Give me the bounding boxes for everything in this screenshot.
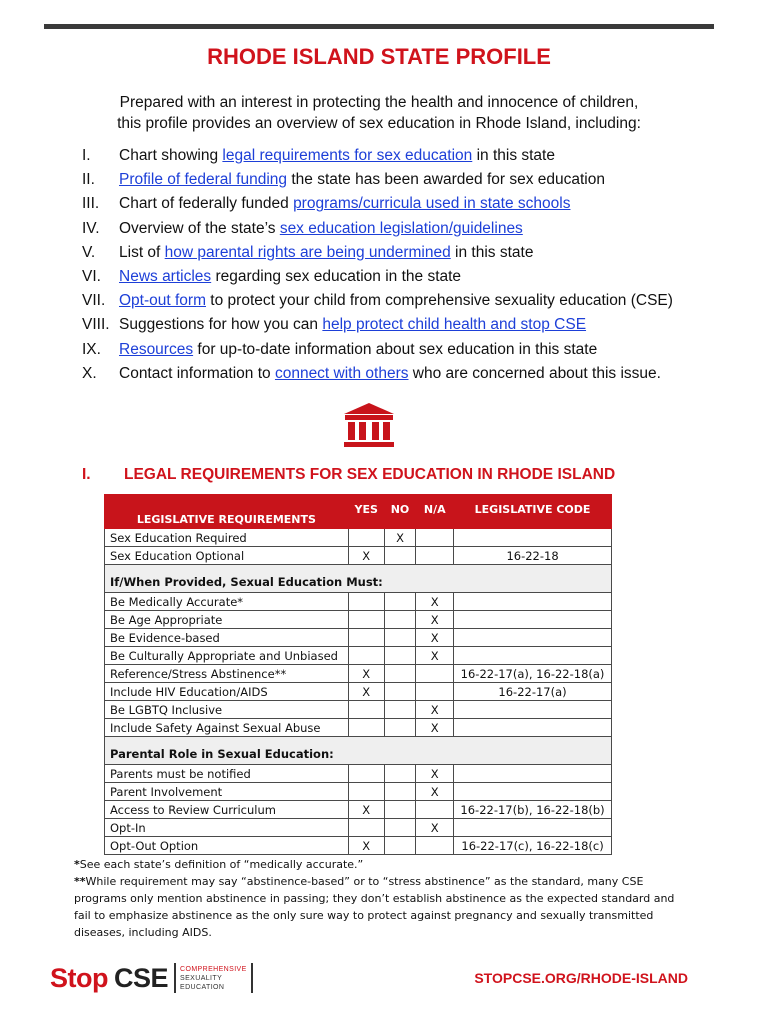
code-cell: 16-22-17(b), 16-22-18(b) — [454, 801, 612, 819]
yes-cell — [348, 611, 384, 629]
yes-cell — [348, 783, 384, 801]
requirement-cell: Access to Review Curriculum — [105, 801, 349, 819]
yes-cell: X — [348, 801, 384, 819]
table-row — [105, 593, 612, 611]
na-cell: X — [416, 593, 454, 611]
toc-item — [82, 315, 722, 339]
table-section-label: Parental Role in Sexual Education: — [105, 737, 612, 765]
yes-cell — [348, 593, 384, 611]
toc-number: III. — [82, 195, 100, 213]
toc-text-after: in this state — [472, 147, 555, 164]
toc-number: V. — [82, 243, 96, 261]
toc-link[interactable]: Resources — [119, 340, 194, 358]
toc-item — [82, 146, 722, 170]
na-cell: X — [416, 701, 454, 719]
header-yes: YES — [348, 495, 384, 529]
toc-text-before: Chart of federally funded — [119, 195, 294, 213]
yes-cell — [348, 765, 384, 783]
no-cell — [384, 593, 416, 611]
toc-text-after: to protect your child from comprehensive sexuality education (CSE) — [206, 292, 673, 310]
no-cell — [384, 611, 416, 629]
toc-number: VI. — [82, 267, 101, 285]
na-cell — [416, 665, 454, 683]
table-row — [105, 683, 612, 701]
toc-text-before: List of — [119, 243, 165, 261]
toc-link[interactable]: how parental rights are being undermined — [164, 243, 451, 261]
code-cell — [454, 819, 612, 837]
requirement-cell: Opt-Out Option — [105, 837, 349, 855]
footnote-abstinence: **While requirement may say “abstinence-based” or to “stress abstinence” as the standard, many CSE programs only mention abstinence in passing; they don’t establish abstinence as the expected standard and fail to emphasize abstinence as the only sure way to protect against pregnancy and sexually transmitted diseases, including AIDS. — [74, 875, 675, 939]
toc-link[interactable]: help protect child health and stop CSE — [322, 316, 587, 334]
toc-item — [82, 364, 722, 388]
yes-cell — [348, 647, 384, 665]
stop-cse-logo — [50, 960, 253, 996]
requirement-cell: Sex Education Required — [105, 529, 349, 547]
toc-link[interactable]: programs/curricula used in state schools — [293, 195, 571, 213]
yes-cell — [348, 719, 384, 737]
toc-link[interactable]: Profile of federal funding — [119, 171, 288, 189]
yes-cell: X — [348, 547, 384, 565]
requirement-cell: Include Safety Against Sexual Abuse — [105, 719, 349, 737]
toc-item — [82, 291, 722, 315]
requirement-cell: Be LGBTQ Inclusive — [105, 701, 349, 719]
legal-requirements-table — [104, 494, 612, 855]
na-cell: X — [416, 647, 454, 665]
code-cell — [454, 629, 612, 647]
table-row — [105, 701, 612, 719]
table-row — [105, 719, 612, 737]
section-number: I. — [82, 466, 91, 483]
na-cell — [416, 801, 454, 819]
na-cell: X — [416, 629, 454, 647]
logo-cse-text: CSE — [114, 962, 169, 993]
no-cell — [384, 819, 416, 837]
toc-text-before: Suggestions for how you can — [119, 316, 323, 334]
na-cell — [416, 683, 454, 701]
no-cell — [384, 765, 416, 783]
footer-website-link[interactable]: STOPCSE.ORG/RHODE-ISLAND — [474, 970, 688, 986]
na-cell: X — [416, 783, 454, 801]
toc-link[interactable]: Opt-out form — [119, 292, 206, 310]
code-cell — [454, 783, 612, 801]
requirement-cell: Be Medically Accurate* — [105, 593, 349, 611]
toc-text-before: Chart showing — [119, 147, 223, 164]
table-row — [105, 765, 612, 783]
toc-link[interactable]: connect with others — [274, 364, 409, 382]
header-legislative-requirements: LEGISLATIVE REQUIREMENTS — [105, 495, 349, 529]
toc-text-after: regarding sex education in the state — [211, 267, 462, 285]
na-cell — [416, 529, 454, 547]
table-row — [105, 801, 612, 819]
table-row — [105, 665, 612, 683]
toc-item — [82, 194, 722, 218]
table-row — [105, 547, 612, 565]
table-row — [105, 819, 612, 837]
no-cell — [384, 547, 416, 565]
header-no: NO — [384, 495, 416, 529]
requirement-cell: Opt-In — [105, 819, 349, 837]
table-section-label: If/When Provided, Sexual Education Must: — [105, 565, 612, 593]
yes-cell: X — [348, 683, 384, 701]
toc-text-after: in this state — [450, 243, 534, 261]
code-cell: 16-22-18 — [454, 547, 612, 565]
footnote-medically-accurate: *See each state’s definition of “medically accurate.” — [74, 858, 364, 871]
table-row — [105, 783, 612, 801]
na-cell: X — [416, 765, 454, 783]
table-header-row — [105, 495, 612, 529]
table-row — [105, 611, 612, 629]
footnotes — [74, 856, 694, 941]
toc-text-before: Overview of the state’s — [119, 219, 280, 237]
toc-number: X. — [82, 364, 97, 382]
table-section-row — [105, 565, 612, 593]
toc-text-before: Contact information to — [119, 364, 275, 382]
section-heading — [82, 466, 615, 484]
requirement-cell: Parent Involvement — [105, 783, 349, 801]
toc-number: II. — [82, 171, 95, 189]
table-row — [105, 837, 612, 855]
intro-line-1: Prepared with an interest in protecting the health and innocence of children, — [119, 94, 639, 111]
toc-link[interactable]: sex education legislation/guidelines — [279, 219, 523, 237]
intro-paragraph — [0, 92, 758, 134]
intro-line-2: this profile provides an overview of sex education in Rhode Island, including: — [117, 115, 641, 132]
toc-item — [82, 243, 722, 267]
table-of-contents — [82, 146, 722, 388]
na-cell: X — [416, 719, 454, 737]
requirement-cell: Be Culturally Appropriate and Unbiased — [105, 647, 349, 665]
no-cell — [384, 783, 416, 801]
toc-number: VIII. — [82, 316, 110, 334]
yes-cell — [348, 701, 384, 719]
toc-text-after: the state has been awarded for sex education — [287, 171, 605, 189]
header-na: N/A — [416, 495, 454, 529]
no-cell — [384, 629, 416, 647]
na-cell — [416, 547, 454, 565]
code-cell — [454, 765, 612, 783]
na-cell: X — [416, 819, 454, 837]
page-title: RHODE ISLAND STATE PROFILE — [207, 44, 551, 69]
code-cell — [454, 611, 612, 629]
section-title: LEGAL REQUIREMENTS FOR SEX EDUCATION IN RHODE ISLAND — [124, 466, 616, 483]
code-cell — [454, 647, 612, 665]
no-cell — [384, 837, 416, 855]
logo-tagline: COMPREHENSIVE SEXUALITY EDUCATION — [174, 963, 253, 993]
na-cell — [416, 837, 454, 855]
toc-item — [82, 267, 722, 291]
toc-text-after: who are concerned about this issue. — [408, 364, 661, 382]
code-cell — [454, 529, 612, 547]
top-rule — [44, 24, 714, 29]
no-cell: X — [384, 529, 416, 547]
table-row — [105, 647, 612, 665]
requirement-cell: Include HIV Education/AIDS — [105, 683, 349, 701]
code-cell — [454, 719, 612, 737]
no-cell — [384, 719, 416, 737]
yes-cell: X — [348, 837, 384, 855]
no-cell — [384, 683, 416, 701]
requirement-cell: Be Age Appropriate — [105, 611, 349, 629]
header-legislative-code: LEGISLATIVE CODE — [454, 495, 612, 529]
toc-item — [82, 170, 722, 194]
toc-link[interactable]: legal requirements for sex education — [222, 147, 473, 164]
yes-cell: X — [348, 665, 384, 683]
toc-number: IX. — [82, 340, 101, 358]
toc-number: IV. — [82, 219, 100, 237]
no-cell — [384, 647, 416, 665]
government-building-icon — [342, 402, 396, 448]
yes-cell — [348, 819, 384, 837]
table-row — [105, 529, 612, 547]
toc-link[interactable]: News articles — [119, 267, 212, 285]
logo-stop-text: Stop — [50, 962, 108, 993]
code-cell: 16-22-17(a), 16-22-18(a) — [454, 665, 612, 683]
requirement-cell: Reference/Stress Abstinence** — [105, 665, 349, 683]
toc-item — [82, 340, 722, 364]
toc-text-after: for up-to-date information about sex education in this state — [193, 340, 598, 358]
code-cell — [454, 701, 612, 719]
yes-cell — [348, 629, 384, 647]
table-section-row — [105, 737, 612, 765]
code-cell: 16-22-17(c), 16-22-18(c) — [454, 837, 612, 855]
toc-number: I. — [82, 147, 91, 164]
code-cell: 16-22-17(a) — [454, 683, 612, 701]
toc-number: VII. — [82, 292, 106, 310]
yes-cell — [348, 529, 384, 547]
no-cell — [384, 665, 416, 683]
requirement-cell: Be Evidence-based — [105, 629, 349, 647]
na-cell: X — [416, 611, 454, 629]
requirement-cell: Parents must be notified — [105, 765, 349, 783]
no-cell — [384, 701, 416, 719]
no-cell — [384, 801, 416, 819]
table-row — [105, 629, 612, 647]
requirement-cell: Sex Education Optional — [105, 547, 349, 565]
toc-item — [82, 219, 722, 243]
code-cell — [454, 593, 612, 611]
